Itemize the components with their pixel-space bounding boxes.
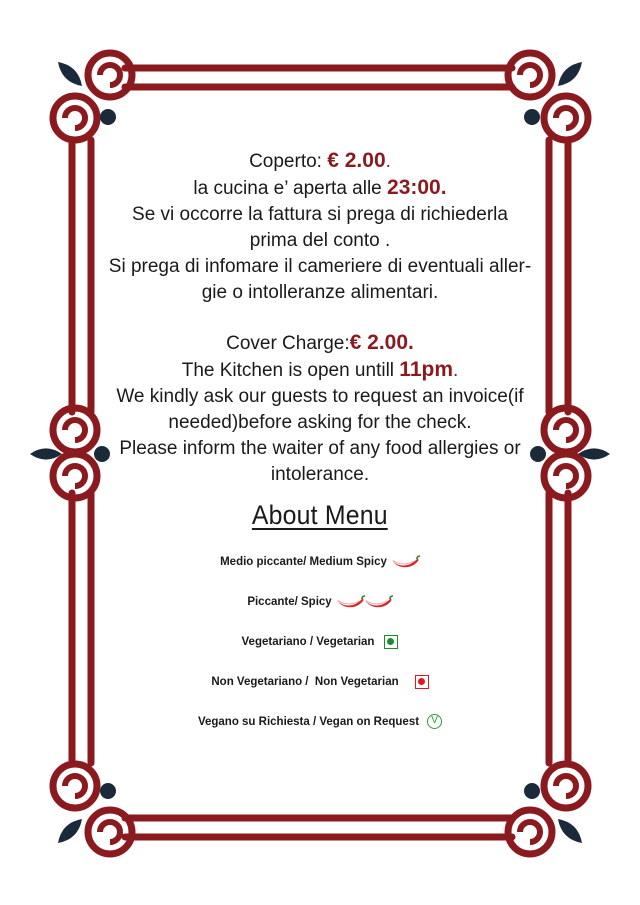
kitchen-hours-en bbox=[90, 357, 550, 384]
spiral-ornament bbox=[508, 810, 552, 854]
spiral-ornament bbox=[544, 96, 588, 140]
vegetarian-icon bbox=[384, 635, 398, 649]
invoice-note-en-1: We kindly ask our guests to request an invoice(if bbox=[116, 386, 524, 407]
spiral-ornament bbox=[88, 810, 132, 854]
spiral-ornament-inner bbox=[520, 822, 540, 842]
frame-bottom-line bbox=[125, 818, 512, 837]
kitchen-time-en: 11pm bbox=[399, 358, 453, 381]
invoice-note-it-2: prima del conto . bbox=[249, 230, 391, 251]
coperto-line bbox=[90, 148, 550, 175]
invoice-note-it-1: Se vi occorre la fattura si prega di richiederla bbox=[132, 204, 508, 225]
legend-non-vegetarian bbox=[90, 671, 550, 692]
spiral-ornament-inner bbox=[556, 776, 576, 796]
legend-vegetarian bbox=[90, 631, 550, 652]
spiral-ornament-inner bbox=[65, 466, 85, 486]
non-vegetarian-icon bbox=[415, 675, 429, 689]
leaf-ornament bbox=[558, 819, 582, 843]
spiral-ornament bbox=[53, 96, 97, 140]
allergy-note-it-2: gie o intolleranze alimentari. bbox=[201, 282, 439, 303]
chili-pepper-icon bbox=[390, 554, 420, 570]
cover-label: Cover Charge: bbox=[226, 333, 350, 354]
legend bbox=[90, 551, 550, 732]
kitchen-label-it: la cucina e’ aperta alle bbox=[193, 178, 388, 199]
legend-label: Piccante/ Spicy bbox=[247, 595, 332, 608]
legend-vegan bbox=[90, 711, 550, 732]
spiral-ornament-inner bbox=[520, 65, 540, 85]
cover-price: € 2.00. bbox=[349, 331, 414, 354]
coperto-price: € 2.00 bbox=[327, 149, 386, 172]
chili-pepper-icon bbox=[363, 594, 393, 610]
spiral-ornament bbox=[88, 53, 132, 97]
ornament-dot bbox=[524, 783, 540, 799]
legend-label: Vegetariano / Vegetarian bbox=[241, 635, 375, 648]
leaf-ornament bbox=[58, 62, 82, 86]
invoice-note-en-2: needed)before asking for the check. bbox=[168, 412, 472, 433]
allergy-note-en-2: intolerance. bbox=[270, 464, 370, 485]
legend-spicy bbox=[90, 591, 550, 612]
chili-pepper-icon bbox=[335, 594, 365, 610]
allergy-note-en-1: Please inform the waiter of any food allergies or bbox=[119, 438, 521, 459]
kitchen-end-it: . bbox=[440, 176, 447, 199]
spiral-ornament-inner bbox=[556, 108, 576, 128]
allergy-note-it-1: Si prega di infomare il cameriere di eventuali aller- bbox=[108, 256, 532, 277]
spiral-ornament-inner bbox=[100, 822, 120, 842]
kitchen-time-it: 23:00 bbox=[387, 176, 441, 199]
cover-charge-line bbox=[90, 330, 550, 357]
spiral-ornament bbox=[508, 53, 552, 97]
kitchen-end-en: . bbox=[453, 360, 459, 381]
kitchen-hours-it bbox=[90, 175, 550, 202]
legend-label: Non Vegetariano / Non Vegetarian bbox=[211, 675, 399, 688]
ornament-dot bbox=[524, 109, 540, 125]
leaf-ornament bbox=[58, 819, 82, 843]
legend-label: Medio piccante/ Medium Spicy bbox=[220, 555, 387, 568]
coperto-label: Coperto: bbox=[249, 151, 328, 172]
ornament-dot bbox=[100, 109, 116, 125]
kitchen-label-en: The Kitchen is open untill bbox=[181, 360, 400, 381]
spiral-ornament-inner bbox=[100, 65, 120, 85]
spiral-ornament bbox=[53, 764, 97, 808]
frame-top-line bbox=[125, 68, 512, 87]
legend-label: Vegano su Richiesta / Vegan on Request bbox=[197, 715, 420, 728]
about-menu-heading: About Menu bbox=[252, 500, 388, 530]
leaf-ornament bbox=[558, 62, 582, 86]
legend-medium-spicy bbox=[90, 551, 550, 572]
coperto-end: . bbox=[385, 151, 391, 172]
spiral-ornament-inner bbox=[556, 466, 576, 486]
vegan-icon: V bbox=[427, 714, 442, 729]
menu-info bbox=[90, 148, 550, 751]
spiral-ornament-inner bbox=[65, 420, 85, 440]
spiral-ornament bbox=[544, 764, 588, 808]
spiral-ornament-inner bbox=[556, 420, 576, 440]
ornament-dot bbox=[100, 783, 116, 799]
spiral-ornament-inner bbox=[65, 108, 85, 128]
spiral-ornament-inner bbox=[65, 776, 85, 796]
